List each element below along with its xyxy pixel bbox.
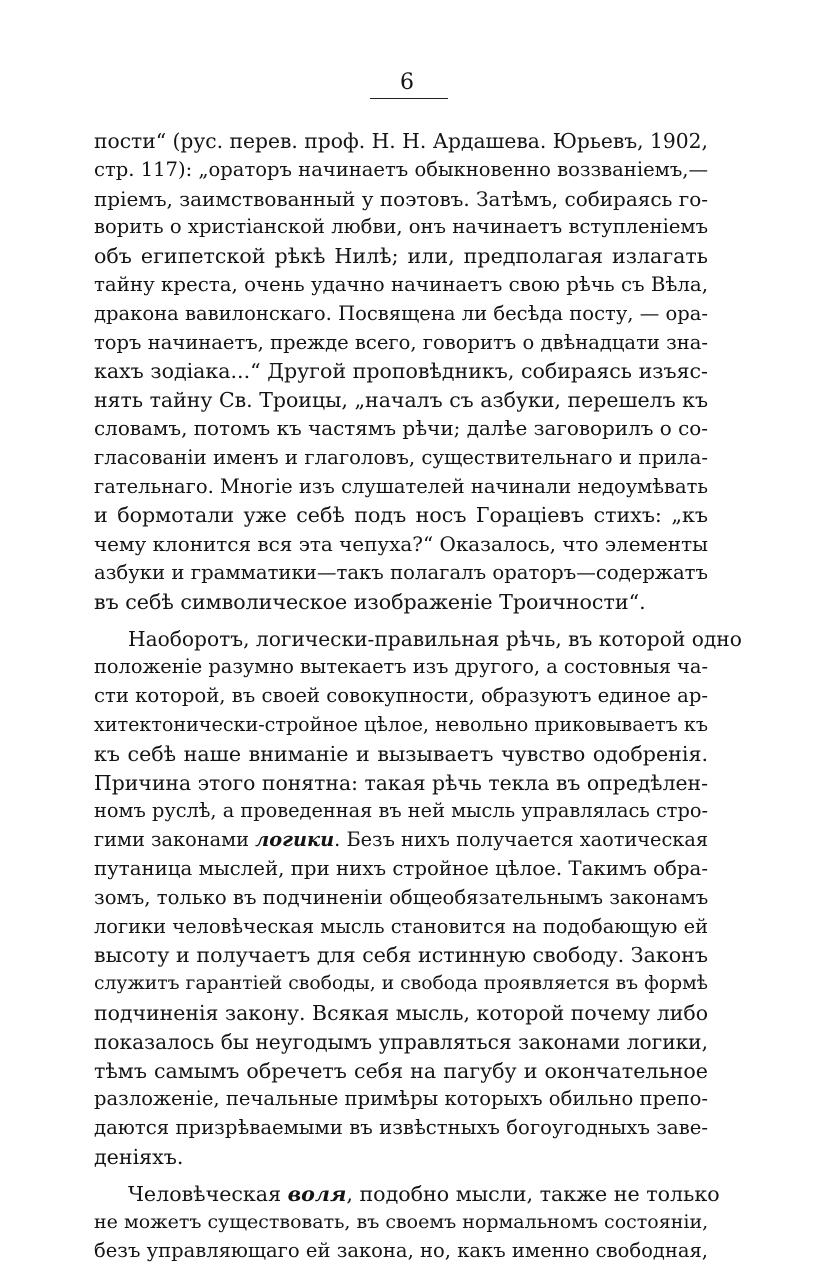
text-line: Причина этого понятна: такая рѣчь текла въ опредѣлен-: [94, 770, 708, 795]
text-line: чему клонится вся эта чепуха?“ Оказалось, что элементы: [94, 532, 708, 557]
text-line: въ себѣ символическое изображеніе Троичности“.: [94, 589, 646, 614]
text-line: сти которой, въ своей совокупности, образуютъ единое ар-: [94, 684, 709, 708]
text-line: подчиненія закону. Всякая мысль, которой почему либо: [94, 1000, 708, 1025]
text-line: ворить о христіанской любви, онъ начинаетъ вступленіемъ: [94, 215, 708, 239]
text-line: кахъ зодіака...“ Другой проповѣдникъ, собираясь изъяс-: [94, 359, 708, 384]
text-run: гими законами: [94, 828, 249, 852]
text-line: не можетъ существовать, въ своемъ нормальномъ состояніи,: [94, 1211, 709, 1234]
paragraph-2: [94, 625, 742, 1172]
text-line: словамъ, потомъ къ частямъ рѣчи; далѣе заговорилъ о со-: [94, 416, 708, 440]
header-rule: [370, 98, 448, 99]
text-line: высоту и получаетъ для себя истинную свободу. Законъ: [94, 943, 708, 968]
paragraph-1: [94, 127, 708, 617]
text-line: даются призрѣваемыми въ извѣстныхъ богоугодныхъ заве-: [94, 1116, 708, 1140]
text-line: гательнаго. Многіе изъ слушателей начинали недоумѣвать: [94, 474, 708, 498]
text-line: торъ начинаетъ, прежде всего, говоритъ о двѣнадцати зна-: [94, 330, 708, 354]
text-line: зомъ, только въ подчиненіи общеобязательнымъ законамъ: [94, 885, 709, 909]
text-run: . Безъ нихъ получается хаотическая: [334, 828, 708, 852]
text-line: безъ управляющаго ей закона, но, какъ именно свободная,: [94, 1239, 708, 1263]
text-line: стр. 117): „ораторъ начинаетъ обыкновенно воззваніемъ,—: [94, 157, 708, 181]
text-line: гласованіи именъ и глаголовъ, существительнаго и прила-: [94, 445, 708, 469]
text-line: пріемъ, заимствованный у поэтовъ. Затѣмъ, собираясь го-: [94, 186, 708, 211]
page-number: 6: [400, 70, 414, 95]
emphasis-logiki: логики: [255, 828, 335, 852]
text-line: деніяхъ.: [94, 1144, 184, 1169]
text-line: хитектонически-стройное цѣлое, невольно приковываетъ къ: [94, 712, 708, 736]
text-line: служитъ гарантіей свободы, и свобода проявляется въ формѣ: [94, 973, 708, 995]
text-run: Человѣческая: [128, 1181, 282, 1206]
text-line: Наоборотъ, логически-правильная рѣчь, въ которой одно: [128, 626, 742, 651]
text-line: нять тайну Св. Троицы, „началъ съ азбуки, перешелъ къ: [94, 388, 708, 413]
text-line: путаница мыслей, при нихъ стройное цѣлое. Такимъ обра-: [94, 856, 708, 880]
document-page: [94, 70, 742, 1266]
text-line: номъ руслѣ, а проведенная въ ней мысль управлялась стро-: [94, 799, 708, 823]
text-line: тѣмъ самымъ обречетъ себя на пагубу и окончательное: [94, 1058, 708, 1083]
text-line: дракона вавилонскаго. Посвящена ли бесѣда посту, — ора-: [94, 301, 708, 325]
text-line: пости“ (рус. перев. проф. Н. Н. Ардашева. Юрьевъ, 1902,: [94, 129, 708, 153]
text-line: положеніе разумно вытекаетъ изъ другого, а состовныя ча-: [94, 655, 708, 679]
text-run: , подобно мысли, также не только: [346, 1181, 720, 1206]
text-line: логики человѣческая мысль становится на подобающую ей: [94, 914, 708, 938]
paragraph-3: [94, 1180, 720, 1266]
text-line-with-emphasis: [94, 1180, 720, 1209]
text-line: и бормотали уже себѣ подъ носъ Гораціевъ стихъ: „къ: [94, 503, 708, 528]
text-line: показалось бы неугодымъ управляться законами логики,: [94, 1029, 708, 1054]
emphasis-volya: воля: [287, 1181, 347, 1206]
text-line: азбуки и грамматики—такъ полагалъ ораторъ—содержатъ: [94, 560, 708, 584]
text-line: къ себѣ наше вниманіе и вызываетъ чувство одобренія.: [94, 741, 708, 766]
text-line-with-emphasis: [94, 826, 708, 855]
text-line: тайну креста, очень удачно начинаетъ свою рѣчь съ Вѣла,: [94, 272, 708, 296]
page-header: [94, 70, 708, 99]
text-line: объ египетской рѣкѣ Нилѣ; или, предполагая излагать: [94, 244, 708, 269]
text-line: разложеніе, печальные примѣры которыхъ обильно препо-: [94, 1087, 708, 1111]
